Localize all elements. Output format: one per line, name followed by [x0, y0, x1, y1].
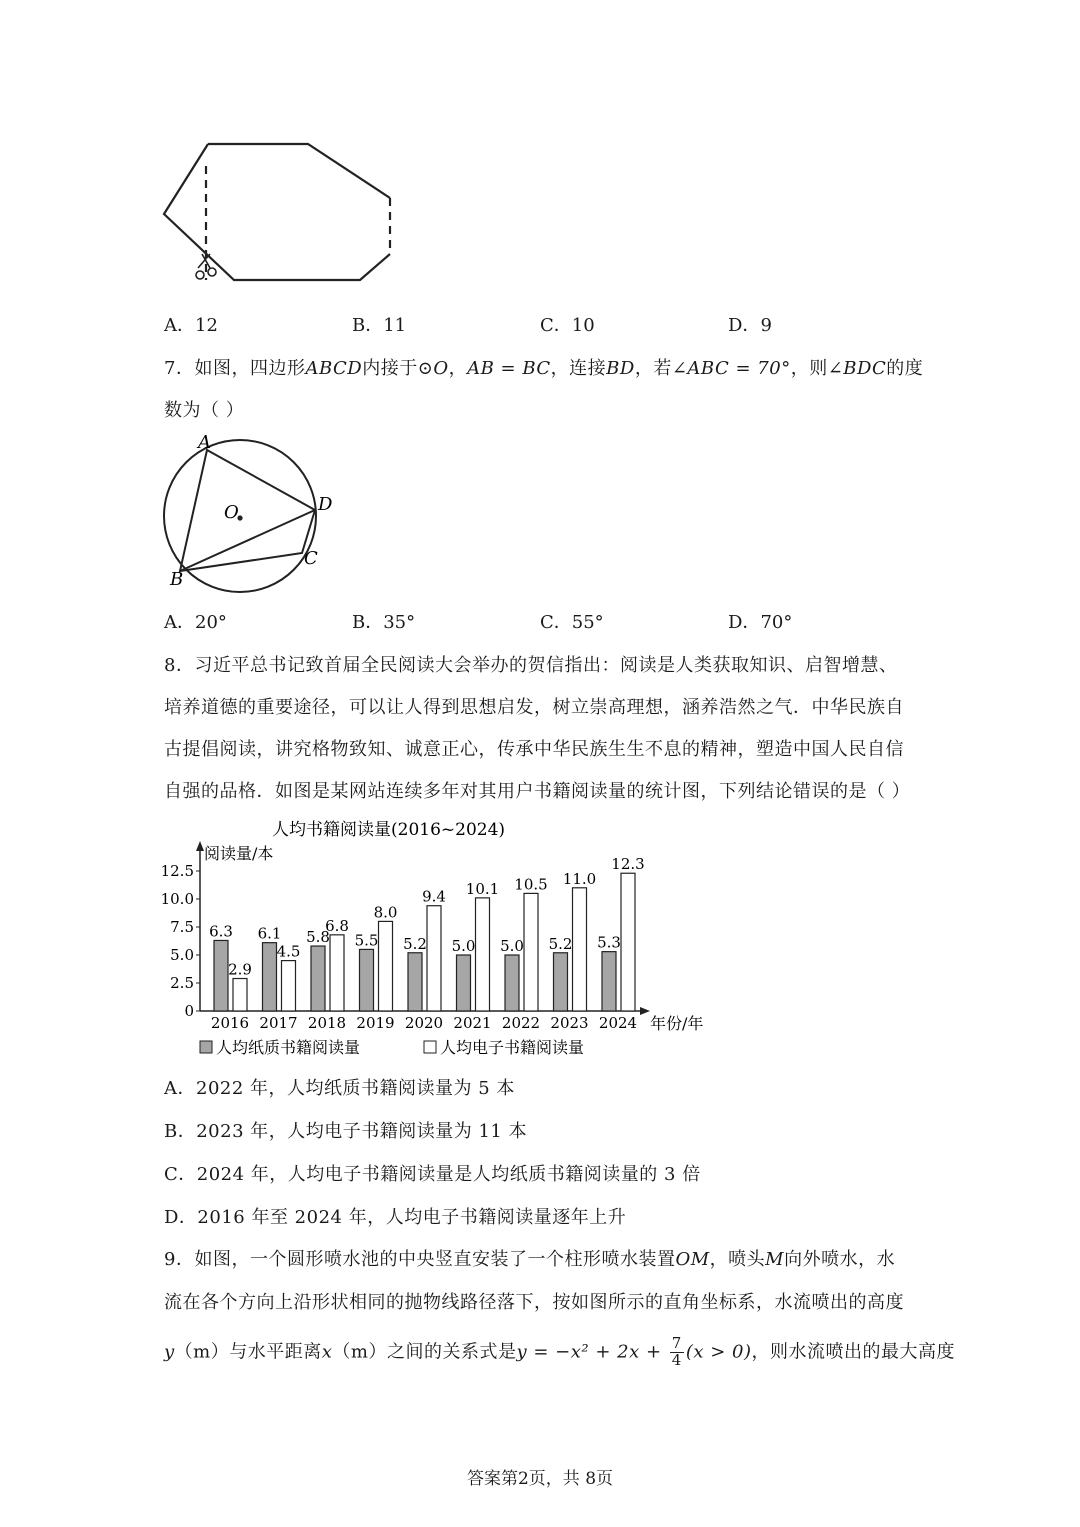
data-label-paper: 5.2 — [403, 934, 427, 953]
bar-paper — [554, 953, 568, 1011]
data-label-ebook: 12.3 — [611, 855, 645, 874]
data-label-ebook: 10.5 — [514, 875, 548, 894]
data-label-ebook: 11.0 — [562, 869, 597, 888]
bar-ebook — [233, 979, 247, 1011]
bar-ebook — [621, 873, 635, 1011]
q8-option-d: D．2016 年至 2024 年，人均电子书籍阅读量逐年上升 — [164, 1207, 627, 1228]
q6-option-d: D．9 — [728, 315, 772, 336]
data-label-ebook: 9.4 — [422, 887, 446, 906]
q9-stem-line2: 流在各个方向上沿形状相同的抛物线路径落下，按如图所示的直角坐标系，水流喷出的高度 — [164, 1292, 904, 1313]
q6-option-b: B．11 — [352, 315, 407, 336]
data-label-ebook: 10.1 — [465, 879, 500, 898]
y-axis-label: 阅读量/本 — [204, 844, 274, 863]
q8-option-b: B．2023 年，人均电子书籍阅读量为 11 本 — [164, 1121, 528, 1142]
bar-ebook — [476, 898, 490, 1011]
q9-stem-line3: y（m）与水平距离x（m）之间的关系式是y = −x² + 2x + $\frac{7}{4}$ (x > 0)，则水流喷出的最大高度 — [164, 1334, 956, 1369]
bar-ebook — [330, 935, 344, 1011]
legend-label-ebook: 人均电子书籍阅读量 — [440, 1038, 585, 1057]
bar-paper — [602, 952, 616, 1011]
x-axis-label: 年份/年 — [650, 1014, 704, 1033]
x-tick-label: 2021 — [453, 1014, 492, 1032]
q8-stem-line3: 古提倡阅读，讲究格物致知、诚意正心，传承中华民族生生不息的精神，塑造中国人民自信 — [164, 739, 904, 760]
y-tick-label: 10.0 — [160, 890, 194, 908]
q7-option-d: D．70° — [728, 612, 793, 633]
q8-option-c: C．2024 年，人均电子书籍阅读量是人均纸质书籍阅读量的 3 倍 — [164, 1164, 701, 1185]
bar-ebook — [282, 961, 296, 1011]
q7-stem-line2: 数为（ ） — [164, 400, 245, 421]
bar-ebook — [573, 888, 587, 1011]
x-tick-label: 2022 — [501, 1014, 541, 1032]
x-tick-label: 2019 — [356, 1014, 395, 1032]
data-label-paper: 5.2 — [548, 934, 573, 953]
y-tick-label: 12.5 — [160, 862, 194, 880]
bar-paper — [214, 940, 228, 1011]
bar-paper — [311, 946, 325, 1011]
q7-option-c: C．55° — [540, 612, 604, 633]
bar-paper — [408, 953, 422, 1011]
x-tick-label: 2023 — [550, 1014, 589, 1032]
q7-option-a: A．20° — [164, 612, 227, 633]
label-d: D — [318, 494, 333, 515]
y-tick-label: 2.5 — [170, 974, 194, 992]
bar-ebook — [524, 893, 538, 1011]
data-label-ebook: 2.9 — [228, 960, 252, 979]
q8-stem-line1: 8．习近平总书记致首届全民阅读大会举办的贺信指出：阅读是人类获取知识、启智增慧、 — [164, 655, 898, 676]
x-tick-label: 2018 — [307, 1014, 347, 1032]
x-tick-label: 2024 — [598, 1014, 638, 1032]
bar-paper — [360, 949, 374, 1011]
x-tick-label: 2017 — [259, 1014, 298, 1032]
bar-paper — [263, 943, 277, 1011]
y-tick-label: 0 — [184, 1002, 194, 1020]
y-axis-arrow — [196, 841, 204, 851]
q7-option-b: B．35° — [352, 612, 416, 633]
data-label-paper: 5.0 — [500, 937, 524, 955]
q8-stem-line2: 培养道德的重要途径，可以让人得到思想启发，树立崇高理想，涵养浩然之气．中华民族自 — [164, 697, 904, 718]
legend-swatch-ebook — [424, 1041, 436, 1053]
data-label-ebook: 4.5 — [276, 942, 301, 961]
x-tick-label: 2016 — [210, 1014, 250, 1032]
x-axis-arrow — [640, 1007, 650, 1015]
data-label-ebook: 6.8 — [325, 916, 349, 935]
q6-option-c: C．10 — [540, 315, 595, 336]
bar-paper — [505, 955, 519, 1011]
data-label-paper: 6.3 — [209, 922, 233, 941]
y-tick-label: 5.0 — [170, 946, 194, 964]
q9-stem-line1: 9．如图，一个圆形喷水池的中央竖直安装了一个柱形喷水装置OM，喷头M向外喷水，水 — [164, 1249, 896, 1270]
q7-stem-line1: 7．如图，四边形ABCD内接于⊙O，AB = BC，连接BD，若∠ABC = 70°，则∠BDC的度 — [164, 358, 924, 379]
chart-title: 人均书籍阅读量(2016~2024) — [272, 820, 506, 840]
data-label-paper: 6.1 — [257, 924, 282, 943]
legend-label-paper: 人均纸质书籍阅读量 — [216, 1038, 361, 1057]
label-o: O — [224, 502, 239, 523]
q7-circle-figure — [150, 428, 350, 596]
q6-octagon-figure — [150, 130, 410, 300]
fraction: $\frac{7}{4}$ — [671, 1334, 682, 1369]
data-label-paper: 5.0 — [451, 937, 476, 955]
reading-bar-chart — [150, 815, 710, 1065]
page-footer: 答案第2页，共 8页 — [466, 1469, 614, 1489]
data-label-paper: 5.5 — [354, 931, 379, 950]
label-c: C — [304, 548, 318, 569]
q6-option-a: A．12 — [164, 315, 218, 336]
x-tick-label: 2020 — [404, 1014, 444, 1032]
q8-option-a: A．2022 年，人均纸质书籍阅读量为 5 本 — [164, 1078, 515, 1099]
legend-swatch-paper — [200, 1041, 212, 1053]
label-a: A — [198, 432, 211, 453]
label-b: B — [170, 569, 184, 590]
data-label-ebook: 8.0 — [373, 903, 398, 922]
bar-paper — [457, 955, 471, 1011]
data-label-paper: 5.3 — [597, 933, 621, 952]
bar-ebook — [427, 906, 441, 1011]
y-tick-label: 7.5 — [170, 918, 194, 936]
data-label-paper: 5.8 — [306, 928, 330, 947]
q8-stem-line4: 自强的品格．如图是某网站连续多年对其用户书籍阅读量的统计图，下列结论错误的是（ ） — [164, 781, 911, 802]
bar-ebook — [379, 921, 393, 1011]
